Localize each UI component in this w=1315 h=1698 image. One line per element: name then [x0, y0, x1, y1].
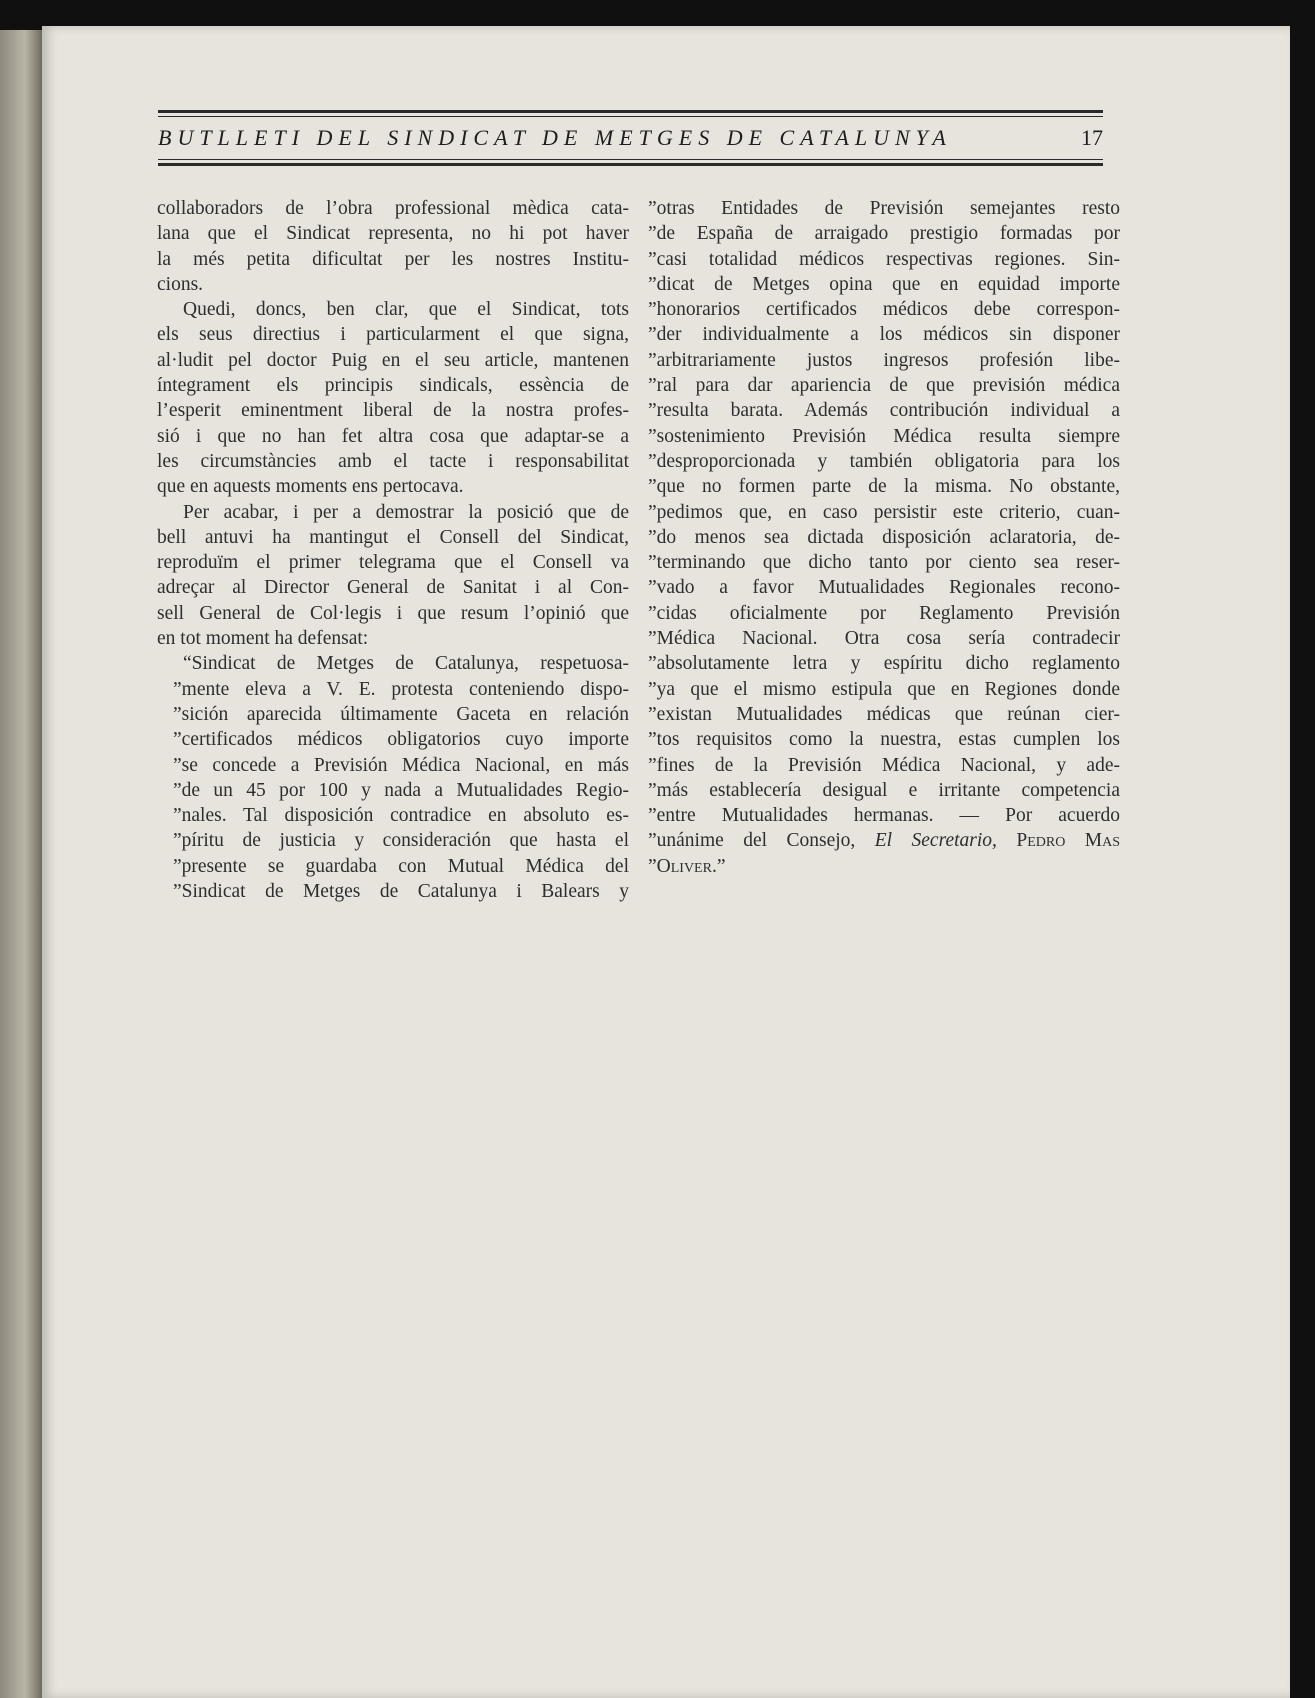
text-line: ”más establecería desigual e irritante competencia	[648, 779, 1120, 801]
header-rule-top-thin	[158, 116, 1103, 117]
text-line: ”sostenimiento Previsión Médica resulta siempre	[648, 425, 1120, 447]
facing-page-edge	[0, 30, 42, 1698]
text-line: ”honorarios certificados médicos debe correspon-	[648, 299, 1120, 321]
text-line: les circumstàncies amb el tacte i responsabilitat	[157, 450, 629, 472]
text-line: en tot moment ha defensat:	[157, 628, 369, 650]
text-line: ”do menos sea dictada disposición aclaratoria, de-	[648, 526, 1120, 548]
signature-line	[648, 828, 1120, 853]
signatory-name: Pedro Mas	[1016, 830, 1120, 852]
running-header	[158, 104, 1103, 166]
text-line: “Sindicat de Metges de Catalunya, respetuosa-	[183, 653, 629, 675]
text-line: ”entre Mutualidades hermanas. — Por acuerdo	[648, 805, 1120, 827]
text-line: ”terminando que dicho tanto por ciento sea reser-	[648, 552, 1120, 574]
text-line: reproduïm el primer telegrama que el Consell va	[157, 552, 629, 574]
left-text-column	[157, 196, 629, 904]
header-rule-top-thick	[158, 110, 1103, 113]
text-line: ”nales. Tal disposición contradice en absoluto es-	[173, 805, 629, 827]
closing-prefix: ”unánime del Consejo,	[648, 830, 875, 852]
text-line: ”arbitrariamente justos ingresos profesión libe-	[648, 349, 1120, 371]
text-line: l’esperit eminentment liberal de la nostra profes-	[157, 400, 629, 422]
text-line: al·ludit pel doctor Puig en el seu article, mantenen	[157, 349, 629, 371]
text-line: Quedi, doncs, ben clar, que el Sindicat, tots	[183, 299, 629, 321]
journal-title: BUTLLETI DEL SINDICAT DE METGES DE CATALUNYA	[158, 125, 952, 150]
text-line: ”absolutamente letra y espíritu dicho reglamento	[648, 653, 1120, 675]
text-line: ”resulta barata. Además contribución individual a	[648, 400, 1120, 422]
text-line: ”casi totalidad médicos respectivas regiones. Sin-	[648, 248, 1120, 270]
text-line: ”sición aparecida últimamente Gaceta en relación	[173, 703, 629, 725]
closing-role: El Secretario,	[874, 830, 997, 852]
text-line: collaboradors de l’obra professional mèdica cata-	[157, 198, 629, 219]
text-line: adreçar al Director General de Sanitat i al Con-	[157, 577, 629, 599]
text-line: bell antuvi ha mantingut el Consell del Sindicat,	[157, 526, 629, 548]
text-line: íntegrament els principis sindicals, essència de	[157, 375, 629, 397]
right-text-column	[648, 196, 1120, 879]
text-line: ”ral para dar apariencia de que previsión médica	[648, 375, 1120, 397]
text-line: ”fines de la Previsión Médica Nacional, y ade-	[648, 754, 1120, 776]
text-line: cions.	[157, 273, 204, 295]
text-line: ”Médica Nacional. Otra cosa sería contradecir	[648, 628, 1120, 650]
header-rule-bottom-thick	[158, 163, 1103, 166]
text-line: ”tos requisitos como la nuestra, estas cumplen los	[648, 729, 1120, 751]
text-line: ”existan Mutualidades médicas que reúnan cier-	[648, 703, 1120, 725]
text-line: ”desproporcionada y también obligatoria para los	[648, 450, 1120, 472]
text-line: ”der individualmente a los médicos sin disponer	[648, 324, 1120, 346]
text-line: que en aquests moments ens pertocava.	[157, 476, 464, 498]
text-line: ”certificados médicos obligatorios cuyo importe	[173, 729, 629, 751]
text-line: ”ya que el mismo estipula que en Regiones donde	[648, 678, 1120, 700]
text-line: ”de España de arraigado prestigio formadas por	[648, 223, 1120, 245]
text-line: ”mente eleva a V. E. protesta conteniendo dispo-	[173, 678, 629, 700]
text-line: ”que no formen parte de la misma. No obstante,	[648, 476, 1120, 498]
text-line: ”pedimos que, en caso persistir este criterio, cuan-	[648, 501, 1120, 523]
text-line: ”Sindicat de Metges de Catalunya i Balears y	[173, 881, 629, 903]
header-rule-bottom-thin	[158, 159, 1103, 160]
text-line: ”vado a favor Mutualidades Regionales recono-	[648, 577, 1120, 599]
page-number: 17	[1081, 125, 1103, 150]
text-line: ”cidas oficialmente por Reglamento Previsión	[648, 602, 1120, 624]
text-line: ”píritu de justicia y consideración que hasta el	[173, 830, 629, 852]
text-line: ”de un 45 por 100 y nada a Mutualidades Regio-	[173, 779, 629, 801]
text-line: els seus directius i particularment el que signa,	[157, 324, 629, 346]
text-line: lana que el Sindicat representa, no hi pot haver	[157, 223, 629, 245]
text-line: la més petita dificultat per les nostres Institu-	[157, 248, 629, 270]
text-line: sió i que no han fet altra cosa que adaptar-se a	[157, 425, 629, 447]
text-line: Per acabar, i per a demostrar la posició que de	[183, 501, 629, 523]
text-line: ”presente se guardaba con Mutual Médica del	[173, 855, 629, 877]
text-line: ”dicat de Metges opina que en equidad importe	[648, 273, 1120, 295]
signatory-surname: ”Oliver.”	[648, 855, 726, 877]
text-line: sell General de Col·legis i que resum l’opinió que	[157, 602, 629, 624]
text-line: ”otras Entidades de Previsión semejantes resto	[648, 198, 1120, 219]
text-line: ”se concede a Previsión Médica Nacional, en más	[173, 754, 629, 776]
